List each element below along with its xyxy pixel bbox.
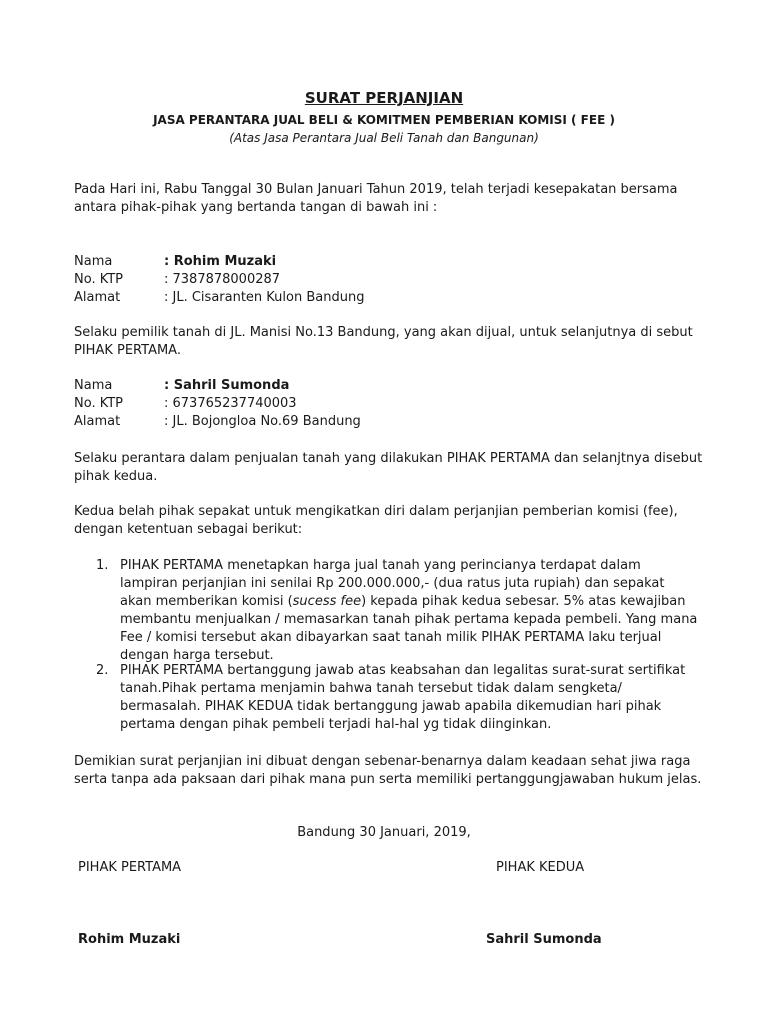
term-1-text-before: PIHAK PERTAMA menetapkan harga jual tanah yang perincianya terdapat dalam lampiran perjanjian ini senilai Rp 200.000.000,- (dua ratus juta rupiah) dan sepakat akan memberikan komisi ( [120, 558, 665, 609]
party1-name-value: : Rohim Muzaki [164, 254, 277, 269]
term-1-number: 1. [96, 558, 109, 573]
party1-address-value: : JL. Cisaranten Kulon Bandung [164, 290, 365, 305]
signature-right-name: Sahril Sumonda [486, 932, 602, 947]
intro-paragraph: Pada Hari ini, Rabu Tanggal 30 Bulan Januari Tahun 2019, telah terjadi kesepakatan bersama antara pihak-pihak yang bertanda tangan di bawah ini : [74, 182, 678, 215]
agreement-intro: Kedua belah pihak sepakat untuk mengikatkan diri dalam perjanjian pemberian komisi (fee), dengan ketentuan sebagai berikut: [74, 504, 678, 537]
place-date: Bandung 30 Januari, 2019, [297, 825, 471, 840]
party2-ktp-value: : 673765237740003 [164, 396, 297, 411]
letter-subnote: (Atas Jasa Perantara Jual Beli Tanah dan Bangunan) [229, 131, 539, 145]
party2-name-label: Nama [74, 378, 113, 393]
party1-ktp-label: No. KTP [74, 272, 124, 287]
term-1-text-italic: sucess fee [292, 594, 362, 609]
party1-name-label: Nama [74, 254, 113, 269]
signature-left-name: Rohim Muzaki [78, 932, 181, 947]
party2-address-label: Alamat [74, 414, 121, 429]
closing-paragraph: Demikian surat perjanjian ini dibuat dengan sebenar-benarnya dalam keadaan sehat jiwa raga serta tanpa ada paksaan dari pihak mana pun serta memiliki pertanggungjawaban hukum jelas. [74, 754, 702, 787]
party2-ktp-label: No. KTP [74, 396, 124, 411]
letter-title: SURAT PERJANJIAN [304, 89, 464, 107]
term-2-number: 2. [96, 663, 109, 678]
signature-right-role: PIHAK KEDUA [496, 860, 585, 875]
party1-description: Selaku pemilik tanah di JL. Manisi No.13 Bandung, yang akan dijual, untuk selanjutnya di sebut PIHAK PERTAMA. [74, 325, 693, 358]
term-2-text: PIHAK PERTAMA bertanggung jawab atas keabsahan dan legalitas surat-surat sertifikat tanah.Pihak pertama menjamin bahwa tanah tersebut tidak dalam sengketa/ bermasalah. PIHAK KEDUA tidak bertanggung jawab apabila dikemudian hari pihak pertama dengan pihak pembeli terjadi hal-hal yg tidak diinginkan. [120, 663, 686, 732]
term-1-text [120, 557, 700, 665]
term-1-text-after: ) kepada pihak kedua sebesar. 5% atas kewajiban membantu menjualkan / memasarkan tanah pihak pertama kepada pembeli. Yang mana Fee / komisi tersebut akan dibayarkan saat tanah milik PIHAK PERTAMA laku terjual dengan harga tersebut. [120, 594, 698, 663]
party1-ktp-value: : 7387878000287 [164, 272, 281, 287]
party2-description: Selaku perantara dalam penjualan tanah yang dilakukan PIHAK PERTAMA dan selanjtnya disebut pihak kedua. [74, 451, 703, 484]
letter-subtitle: JASA PERANTARA JUAL BELI & KOMITMEN PEMBERIAN KOMISI ( FEE ) [153, 113, 615, 127]
party2-address-value: : JL. Bojongloa No.69 Bandung [164, 414, 361, 429]
signature-left-role: PIHAK PERTAMA [78, 860, 182, 875]
party1-address-label: Alamat [74, 290, 121, 305]
party2-name-value: : Sahril Sumonda [164, 378, 290, 393]
